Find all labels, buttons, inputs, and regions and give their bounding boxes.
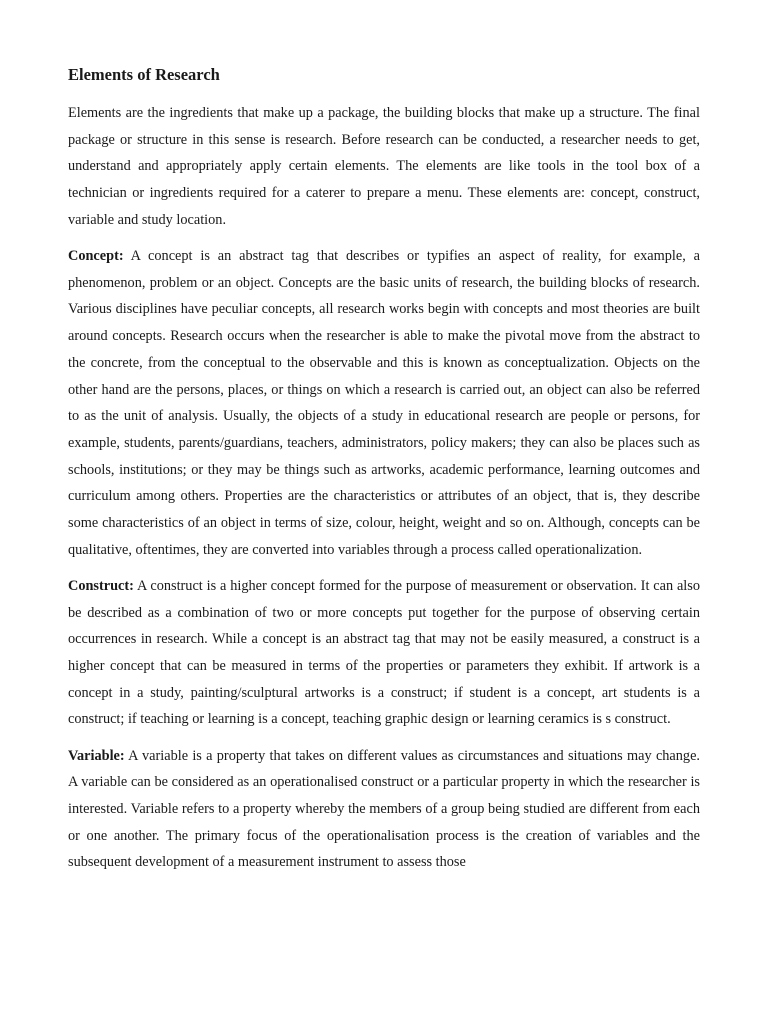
intro-paragraph: Elements are the ingredients that make up a package, the building blocks that make up a structure. The final package or structure in this sense is research. Before research can be conducted, a researcher needs to get, understand and appropriately apply certain elements. The elements are like tools in the tool box of a technician or ingredients required for a caterer to prepare a menu. These elements are: concept, construct, variable and study location. <box>68 105 700 228</box>
document-title: Elements of Research <box>68 65 220 84</box>
construct-term: Construct: <box>68 577 134 594</box>
document-page <box>68 62 700 886</box>
construct-paragraph <box>68 573 700 733</box>
construct-text: A construct is a higher concept formed for the purpose of measurement or observation. It can also be described as a combination of two or more concepts put together for the purpose of observing certain occurrences in research. While a concept is an abstract tag that may not be easily measured, a construct is a higher concept that can be measured in terms of the properties or parameters they exhibit. If artwork is a concept in a study, painting/sculptural artworks is a construct; if student is a concept, art students is a construct; if teaching or learning is a concept, teaching graphic design or learning ceramics is s construct. <box>68 577 700 728</box>
concept-paragraph <box>68 243 700 563</box>
variable-term: Variable: <box>68 747 125 764</box>
variable-text: A variable is a property that takes on different values as circumstances and situations may change. A variable can be considered as an operationalised construct or a particular property in which the researcher is interested. Variable refers to a property whereby the members of a group being studied are different from each or one another. The primary focus of the operationalisation process is the creation of variables and the subsequent development of a measurement instrument to assess those <box>68 747 700 871</box>
variable-paragraph <box>68 743 700 877</box>
concept-text: A concept is an abstract tag that describes or typifies an aspect of reality, for example, a phenomenon, problem or an object. Concepts are the basic units of research, the building blocks of research. Various disciplines have peculiar concepts, all research works begin with concepts and most theories are built around concepts. Research occurs when the researcher is able to make the pivotal move from the abstract to the concrete, from the conceptual to the observable and this is known as conceptualization. Objects on the other hand are the persons, places, or things on which a research is carried out, an object can also be referred to as the unit of analysis. Usually, the objects of a study in educational research are people or persons, for example, students, parents/guardians, teachers, administrators, policy makers; they can also be places such as schools, institutions; or they may be things such as artworks, academic performance, learning outcomes and curriculum among others. Properties are the characteristics or attributes of an object, that is, they describe some characteristics of an object in terms of size, colour, height, weight and so on. Although, concepts can be qualitative, oftentimes, they are converted into variables through a process called operationalization. <box>68 248 700 558</box>
concept-term: Concept: <box>68 248 124 265</box>
